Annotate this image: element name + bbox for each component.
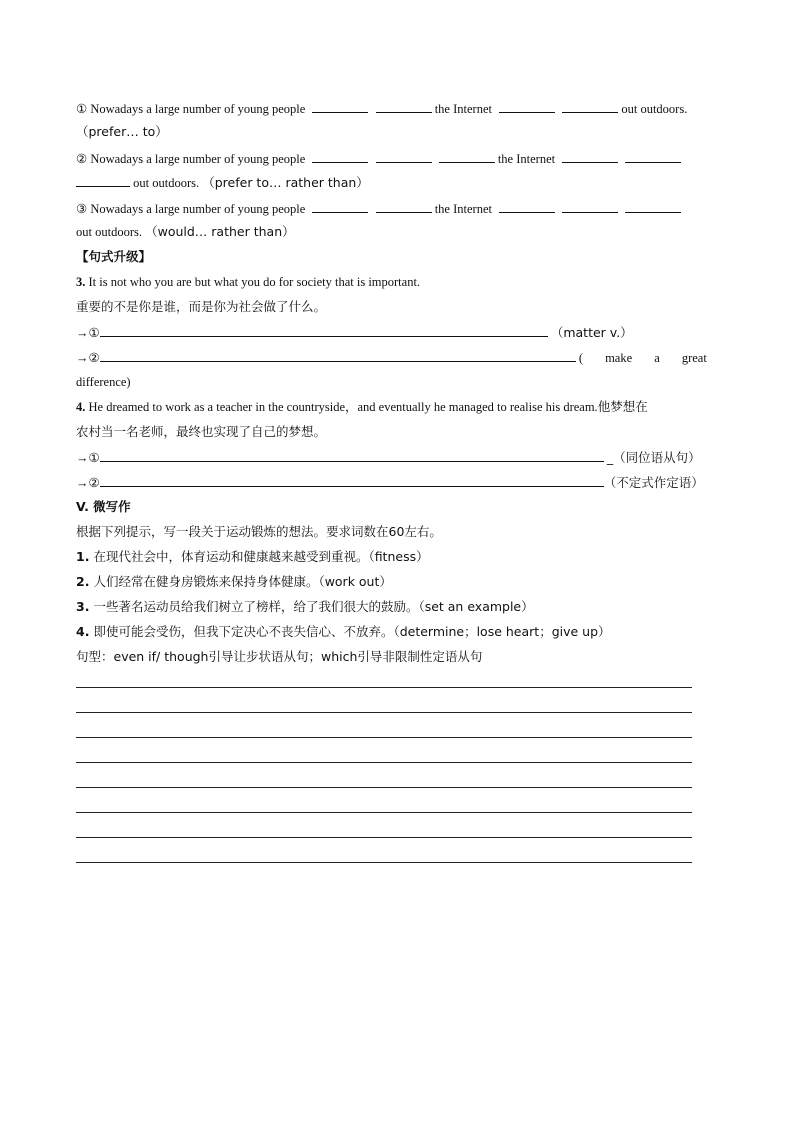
writing-answer-line[interactable]	[76, 762, 692, 763]
q2-sentence-1-text: ① Nowadays a large number of young people	[76, 102, 306, 116]
blank[interactable]	[625, 150, 681, 163]
q2-sentence-2-mid: the Internet	[497, 152, 556, 166]
q3-answer-2	[76, 349, 707, 366]
q2-sentence-1	[76, 100, 687, 117]
q2-sentence-2-text: ② Nowadays a large number of young people	[76, 152, 306, 166]
q4-answer-2-hint: （不定式作定语）	[603, 475, 704, 490]
q4-english	[76, 399, 648, 415]
answer-line[interactable]	[100, 449, 604, 462]
q2-sentence-1-mid: the Internet	[434, 102, 492, 116]
answer-line[interactable]	[100, 349, 576, 362]
writing-item-text: 即使可能会受伤，但我下定决心不丧失信心、不放弃。（determine；lose heart；give up）	[93, 624, 611, 639]
q4-chinese-start: 他梦想在	[597, 399, 648, 414]
writing-item	[76, 599, 534, 615]
writing-item-number: 2.	[76, 574, 90, 589]
q2-sentence-3-mid: the Internet	[434, 202, 492, 216]
hint-word: make	[605, 351, 633, 365]
blank[interactable]	[376, 200, 432, 213]
q2-sentence-3	[76, 200, 681, 217]
writing-answer-line[interactable]	[76, 862, 692, 863]
hint-word: great	[681, 351, 707, 365]
blank[interactable]	[76, 174, 130, 187]
writing-answer-line[interactable]	[76, 712, 692, 713]
q4-answer-1-prefix: →①	[76, 451, 100, 465]
q2-sentence-2-cont	[76, 174, 369, 191]
writing-item-text: 一些著名运动员给我们树立了榜样，给了我们很大的鼓励。（set an example）	[93, 599, 534, 614]
q4-english-text: He dreamed to work as a teacher in the countryside，and eventually he managed to realise his dream.	[88, 400, 598, 414]
q2-hint-1: （prefer… to）	[76, 124, 168, 139]
q3-english-text: It is not who you are but what you do for society that is important.	[88, 275, 421, 289]
q4-chinese: 农村当一名老师，最终也实现了自己的梦想。	[76, 424, 327, 439]
q3-answer-2-hint-cont: difference)	[76, 375, 131, 389]
answer-line[interactable]	[100, 474, 604, 487]
writing-answer-line[interactable]	[76, 687, 692, 688]
q4-answer-1-hint: _（同位语从句）	[606, 450, 701, 465]
hint-word: (	[578, 351, 584, 365]
blank[interactable]	[562, 100, 618, 113]
q3-answer-2-prefix: →②	[76, 351, 100, 365]
blank[interactable]	[376, 100, 432, 113]
blank[interactable]	[312, 100, 368, 113]
q2-sentence-3-end: out outdoors.	[76, 225, 142, 239]
writing-item-text: 人们经常在健身房锻炼来保持身体健康。（work out）	[93, 574, 392, 589]
q2-sentence-2	[76, 150, 681, 167]
q2-sentence-1-end: out outdoors.	[621, 102, 688, 116]
q2-sentence-2-end: out outdoors.	[133, 176, 200, 190]
q4-answer-2-prefix: →②	[76, 476, 100, 490]
q3-english	[76, 274, 420, 290]
blank[interactable]	[499, 100, 555, 113]
blank[interactable]	[376, 150, 432, 163]
hint-word: a	[654, 351, 660, 365]
writing-item	[76, 574, 392, 590]
blank[interactable]	[439, 150, 495, 163]
blank[interactable]	[625, 200, 681, 213]
q3-answer-1-prefix: →①	[76, 326, 100, 340]
q2-hint-3: （would… rather than）	[145, 224, 295, 239]
writing-answer-line[interactable]	[76, 812, 692, 813]
writing-item-text: 在现代社会中，体育运动和健康越来越受到重视。（fitness）	[93, 549, 429, 564]
blank[interactable]	[312, 200, 368, 213]
answer-line[interactable]	[100, 324, 548, 337]
writing-answer-line[interactable]	[76, 737, 692, 738]
blank[interactable]	[562, 150, 618, 163]
q3-answer-1	[76, 324, 633, 341]
writing-answer-line[interactable]	[76, 837, 692, 838]
q2-sentence-3-text: ③ Nowadays a large number of young people	[76, 202, 306, 216]
q3-answer-1-hint: （matter v.）	[550, 325, 633, 340]
q3-answer-2-hint	[579, 350, 707, 366]
writing-instruction: 根据下列提示，写一段关于运动锻炼的想法。要求词数在60左右。	[76, 524, 442, 539]
blank[interactable]	[562, 200, 618, 213]
writing-item-number: 1.	[76, 549, 90, 564]
writing-answer-line[interactable]	[76, 787, 692, 788]
writing-item	[76, 624, 611, 640]
q3-chinese: 重要的不是你是谁，而是你为社会做了什么。	[76, 299, 327, 314]
writing-item-number: 4.	[76, 624, 90, 639]
writing-item-number: 3.	[76, 599, 90, 614]
q4-answer-2	[76, 474, 704, 491]
blank[interactable]	[499, 200, 555, 213]
q3-number: 3.	[76, 275, 86, 289]
q2-hint-2: （prefer to… rather than）	[202, 175, 369, 190]
section-heading-writing: V. 微写作	[76, 499, 131, 514]
section-heading-upgrade: 【句式升级】	[76, 249, 152, 264]
q4-number: 4.	[76, 400, 86, 414]
q2-sentence-3-cont	[76, 224, 295, 240]
writing-item	[76, 549, 429, 565]
blank[interactable]	[312, 150, 368, 163]
writing-sentence-pattern: 句型：even if/ though引导让步状语从句；which引导非限制性定语从句	[76, 649, 483, 664]
q4-answer-1	[76, 449, 701, 466]
